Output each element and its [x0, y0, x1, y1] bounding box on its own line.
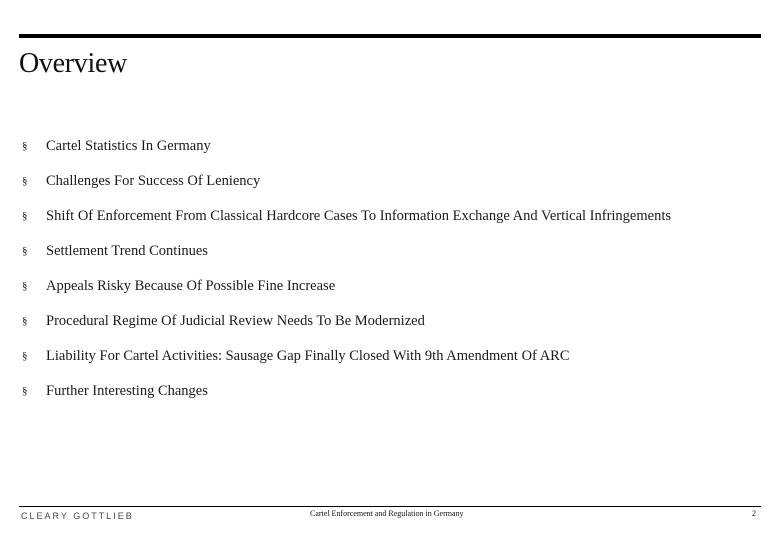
- bullet-marker-icon: §: [22, 315, 28, 327]
- bullet-marker-icon: §: [22, 210, 28, 222]
- title-divider: [19, 34, 761, 38]
- bullet-marker-icon: §: [22, 175, 28, 187]
- bullet-text: Cartel Statistics In Germany: [46, 138, 211, 154]
- bullet-marker-icon: §: [22, 350, 28, 362]
- bullet-item: [22, 307, 671, 342]
- bullet-marker-icon: §: [22, 385, 28, 397]
- bullet-text: Appeals Risky Because Of Possible Fine Increase: [46, 278, 336, 294]
- bullet-text: Shift Of Enforcement From Classical Hardcore Cases To Information Exchange And Vertical Infringements: [46, 208, 672, 224]
- bullet-text: Challenges For Success Of Leniency: [46, 173, 261, 189]
- bullet-marker-icon: §: [22, 140, 28, 152]
- bullet-text: Procedural Regime Of Judicial Review Needs To Be Modernized: [46, 313, 425, 329]
- bullet-item: [22, 132, 671, 167]
- bullet-item: [22, 167, 671, 202]
- bullet-item: [22, 202, 671, 237]
- company-logo: CLEARY GOTTLIEB: [21, 511, 134, 521]
- bullet-item: [22, 377, 671, 412]
- bullet-item: [22, 272, 671, 307]
- footer-document-title: Cartel Enforcement and Regulation in Germany: [310, 509, 464, 518]
- bullet-text: Settlement Trend Continues: [46, 243, 208, 259]
- slide-title: Overview: [19, 48, 128, 79]
- bullet-text: Further Interesting Changes: [46, 383, 208, 399]
- bullet-text: Liability For Cartel Activities: Sausage Gap Finally Closed With 9th Amendment Of ARC: [46, 348, 570, 364]
- footer-divider: [19, 506, 761, 507]
- bullet-item: [22, 237, 671, 272]
- bullet-list: [22, 132, 671, 412]
- bullet-marker-icon: §: [22, 280, 28, 292]
- bullet-marker-icon: §: [22, 245, 28, 257]
- page-number: 2: [752, 509, 756, 518]
- bullet-item: [22, 342, 671, 377]
